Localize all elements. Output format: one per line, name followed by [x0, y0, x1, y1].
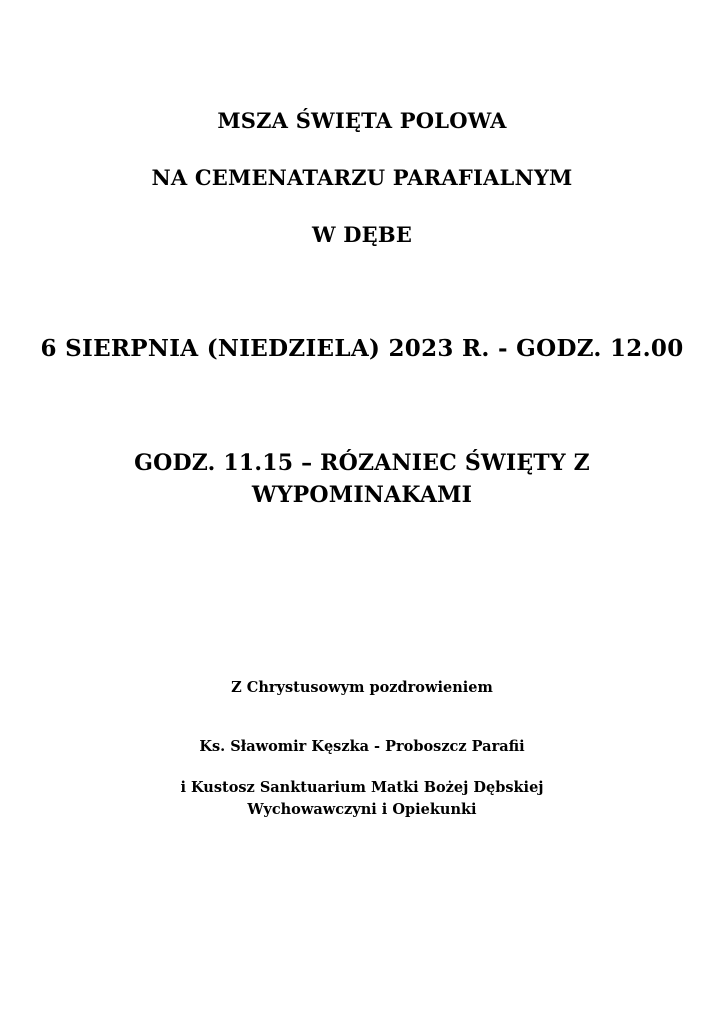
role-line-2: Wychowawczyni i Opiekunki: [247, 801, 477, 818]
rosary-line-1: GODZ. 11.15 – RÓZANIEC ŚWIĘTY Z: [134, 450, 590, 476]
event-date-time: 6 SIERPNIA (NIEDZIELA) 2023 R. - GODZ. 12.00: [40, 335, 684, 362]
role-line-1: i Kustosz Sanktuarium Matki Bożej Dębskiej: [180, 779, 544, 796]
rosary-line-2: WYPOMINAKAMI: [251, 482, 473, 508]
closing-greeting: Z Chrystusowym pozdrowieniem: [231, 679, 493, 696]
heading-line-1: MSZA ŚWIĘTA POLOWA: [217, 108, 507, 133]
heading-line-2: NA CEMENATARZU PARAFIALNYM: [151, 165, 573, 190]
heading-line-3: W DĘBE: [311, 222, 413, 247]
signature-line: Ks. Sławomir Kęszka - Proboszcz Parafii: [199, 738, 525, 755]
